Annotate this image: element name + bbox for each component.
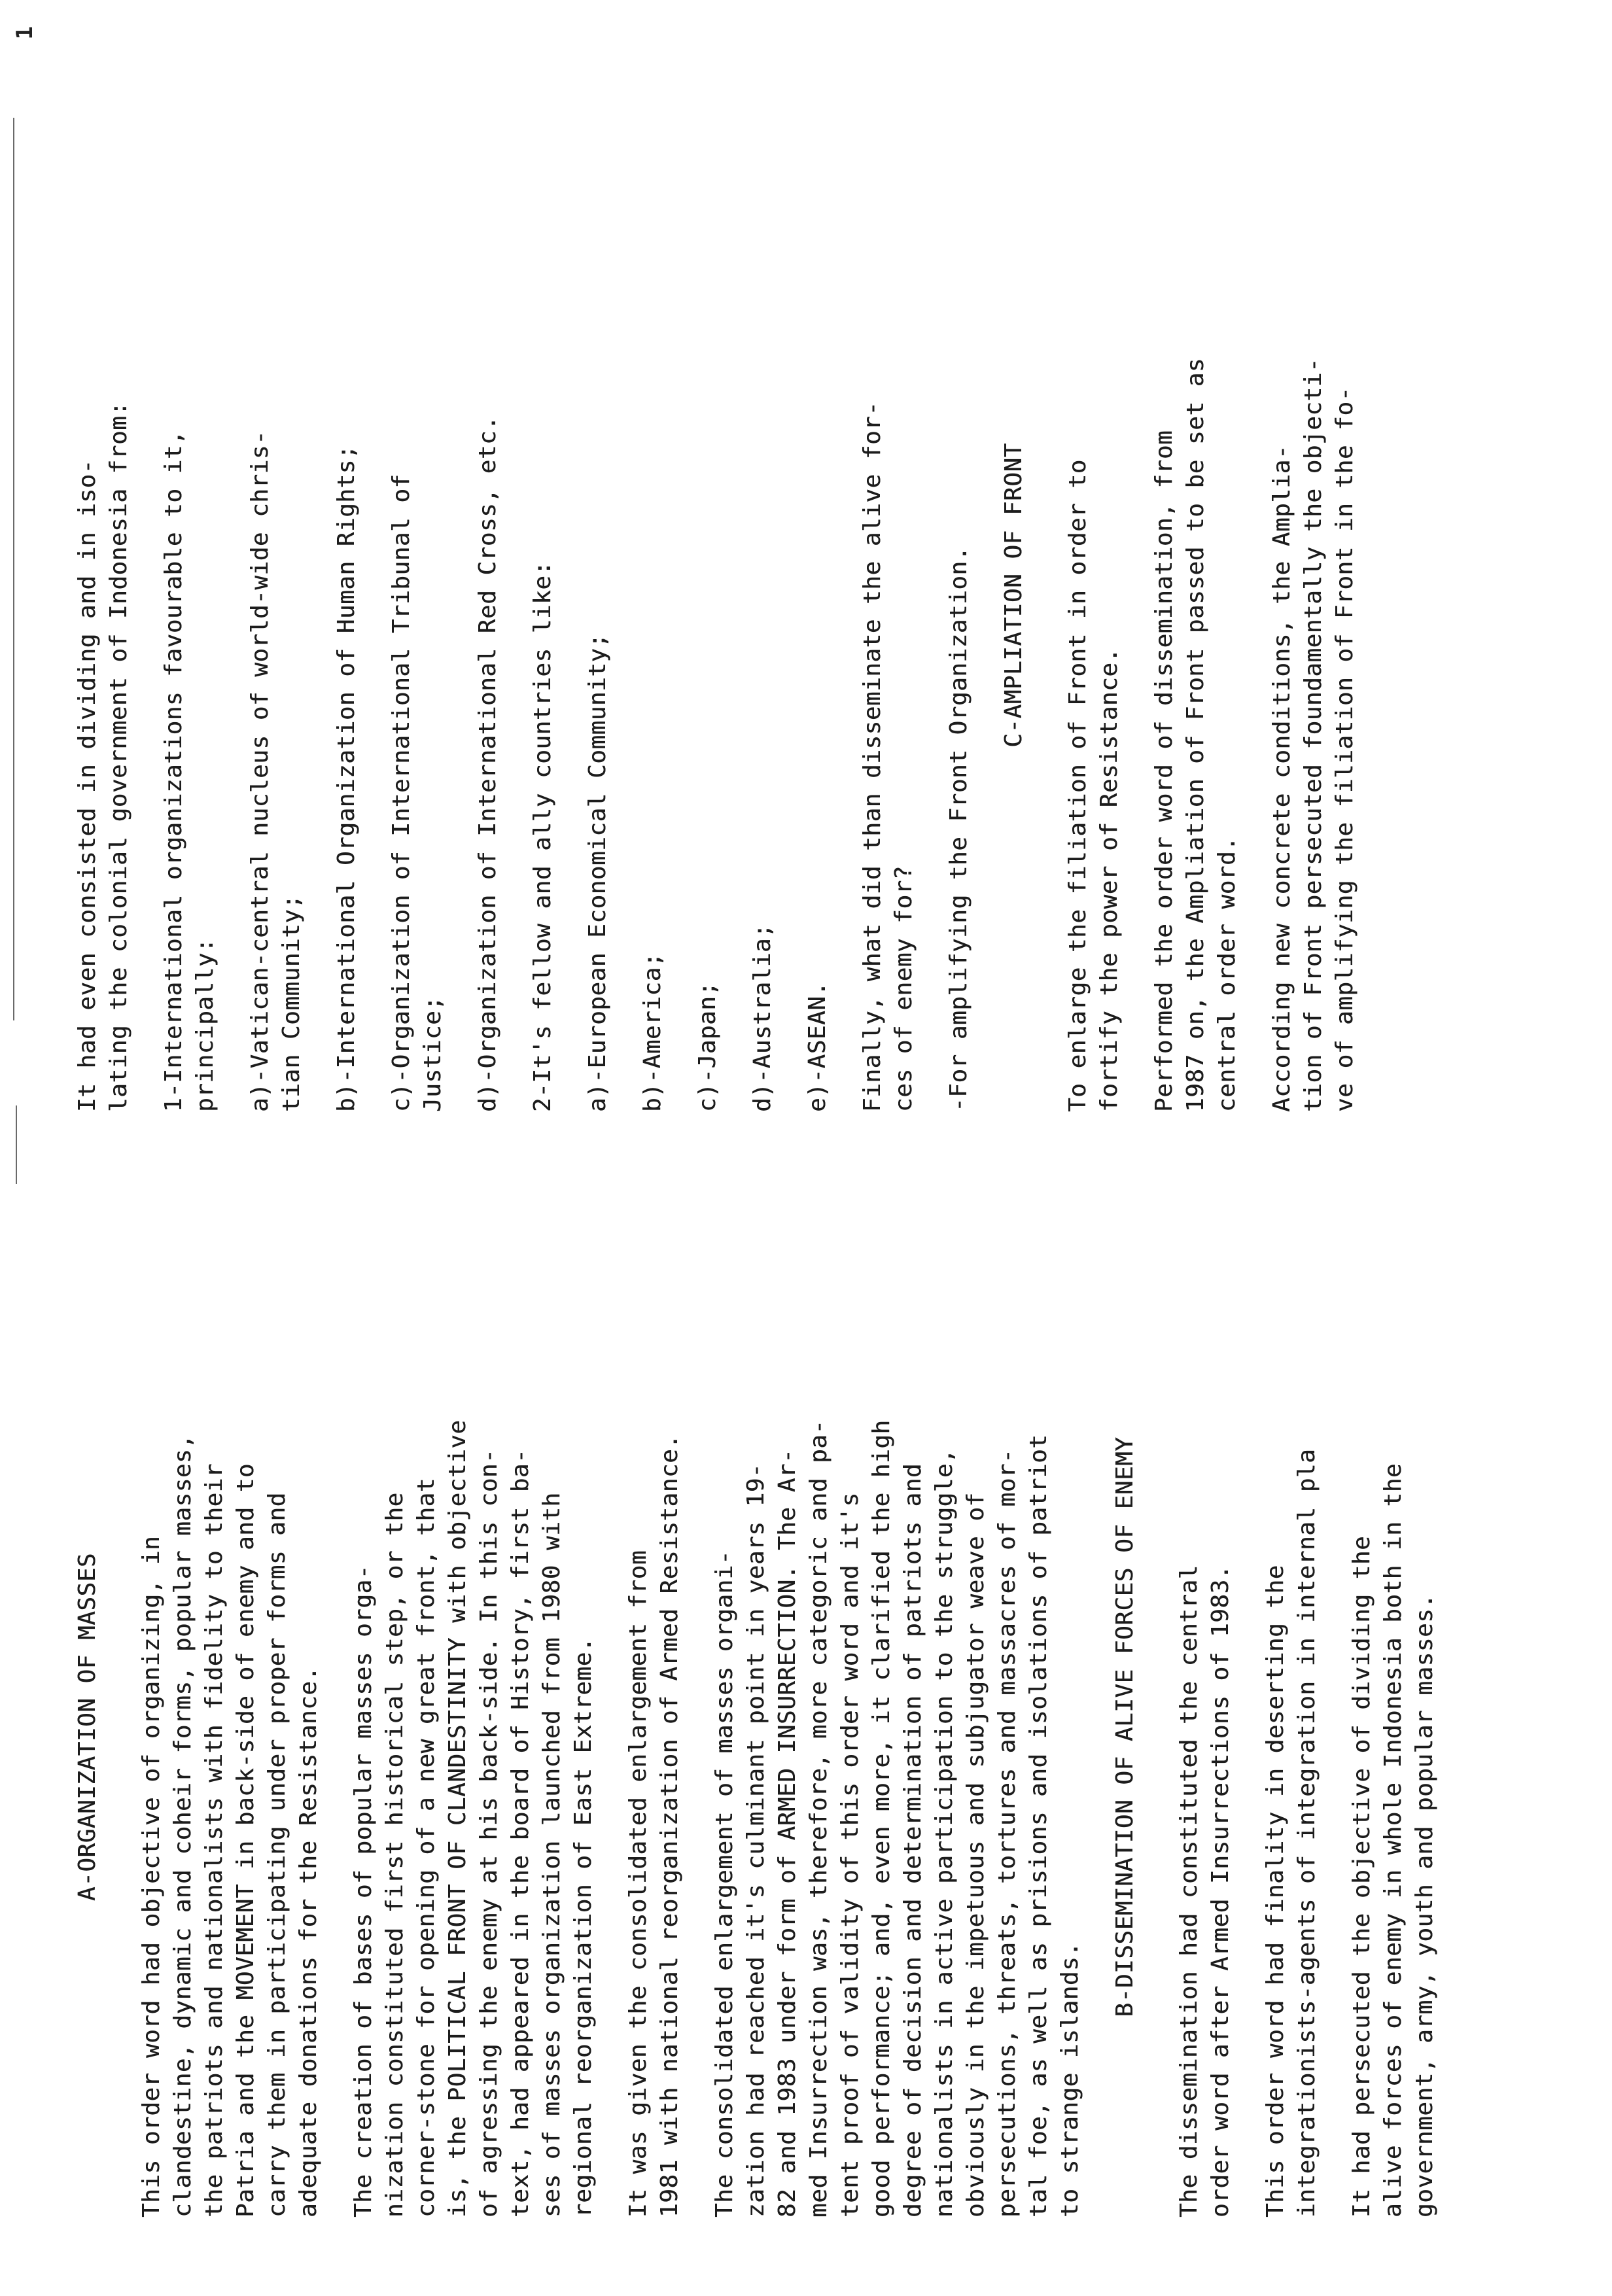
section-a-paragraph-3: It was given the consolidated enlargement from 1981 with national reorganization of Armed Resistance. bbox=[625, 1434, 683, 2218]
section-a-paragraph-1: This order word had objective of organizing, in clandestine, dynamic and coheir forms, popular masses, the patriots and nationalists with fidelity to their Patria and the MOVEMENT in back-side of enemy and to carry them in participating under proper forms and adequate donations for the Resistance. bbox=[138, 1434, 322, 2218]
list-item-human-rights: b)-International Organization of Human Rights; bbox=[333, 445, 360, 1112]
page-number: 1 bbox=[12, 26, 38, 40]
top-edge-rule bbox=[13, 118, 14, 1020]
list-item-australia: d)-Australia; bbox=[749, 923, 776, 1112]
list-item-vatican: a)-Vatican-central nucleus of world-wide chris- tian Community; bbox=[247, 430, 305, 1112]
section-a-paragraph-4: The consolidated enlargement of masses organi- zation had reached it's culminant point in years 19- 82 and 1983 under form of ARMED INSURRECTION. The Ar- med Insurrection was, therefore, more categoric and pa- tent proof of validity of this order word and it's good performance; and, even more, it clarified the high degree of decision and determination of patriots and nationalists in active participation to the struggle, obviously in the impetuous and subjugator weave of persecutions, threats, tortures and massacres of mor- tal foe, as well as prisions and isolations of patriot to strange islands. bbox=[711, 1419, 1083, 2218]
section-c-paragraph-3: According new concrete conditions, the Amplia- tion of Front persecuted foundamentally the objecti- ve of amplifying the filiation of Front in the fo- bbox=[1269, 357, 1358, 1112]
list-item-red-cross: d)-Organization of International Red Cross, etc. bbox=[474, 415, 501, 1112]
section-b-paragraph-3: It had persecuted the objective of dividing the alive forces of enemy in whole Indonesia both in the government, army, youth and popular masses. bbox=[1348, 1463, 1438, 2218]
section-c-heading: C-AMPLIATION OF FRONT bbox=[1000, 443, 1027, 748]
right-paragraph-1: It had even consisted in dividing and in iso- lating the colonial government of Indonesia from: bbox=[74, 401, 132, 1112]
right-text-column bbox=[72, 78, 1384, 1112]
section-b-paragraph-1: The dissemination had constituted the central order word after Armed Insurrections of 1983. bbox=[1176, 1565, 1234, 2218]
section-a-paragraph-2: The creation of bases of popular masses orga- nization constituted first historical step, or the corner-stone for opening of a new great front, that is, the POLITICAL FRONT OF CLANDESTINITY with objective of agressing the enemy at his back-side. In this con- text, had appeared in the board of History, first ba- ses of masses organization launched from 1980 with regional reorganization of East Extreme. bbox=[350, 1419, 597, 2218]
list-item-america: b)-America; bbox=[639, 952, 666, 1112]
right-paragraph-3: 2-It's fellow and ally countries like: bbox=[529, 561, 556, 1112]
right-paragraph-4: Finally, what did than disseminate the alive for- ces of enemy for? bbox=[859, 401, 917, 1112]
list-item-asean: e)-ASEAN. bbox=[804, 981, 831, 1112]
right-paragraph-2: 1-International organizations favourable to it, principally: bbox=[160, 430, 219, 1112]
left-text-column bbox=[72, 1236, 1464, 2218]
section-b-heading: B-DISSEMINATION OF ALIVE FORCES OF ENEMY bbox=[1112, 1436, 1138, 2017]
list-item-international-tribunal: c)-Organization of International Tribunal of Justice; bbox=[388, 474, 446, 1112]
list-item-eec: a)-European Economical Community; bbox=[584, 633, 611, 1112]
section-b-paragraph-2: This order word had finality in deserting the integrationists-agents of integration in internal pla bbox=[1262, 1448, 1320, 2218]
section-a-heading: A-ORGANIZATION OF MASSES bbox=[74, 1552, 101, 1902]
section-c-paragraph-2: Performed the order word of dissemination, from 1987 on, the Ampliation of Front passed to be set as central order word. bbox=[1151, 357, 1240, 1112]
top-edge-rule-short bbox=[16, 1105, 17, 1184]
list-item-japan: c)-Japan; bbox=[694, 981, 721, 1112]
right-paragraph-5: -For amplifying the Front Organization. bbox=[945, 546, 972, 1112]
section-c-paragraph-1: To enlarge the filiation of Front in order to fortify the power of Resistance. bbox=[1064, 459, 1123, 1112]
